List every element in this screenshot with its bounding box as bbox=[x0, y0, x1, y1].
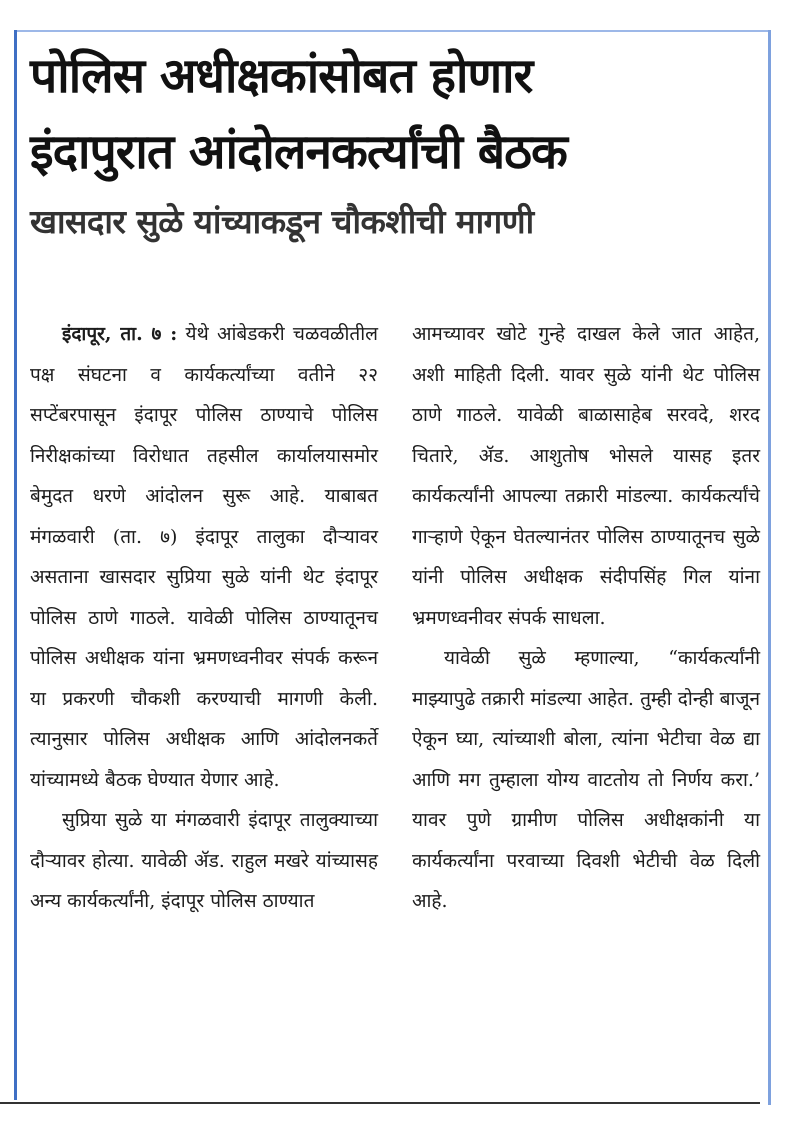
news-article bbox=[30, 38, 760, 912]
top-border-rule bbox=[14, 30, 771, 32]
paragraph-1 bbox=[30, 314, 378, 800]
paragraph-4: यावेळी सुळे म्हणाल्या, “कार्यकर्त्यांनी माझ्यापुढे तक्रारी मांडल्या आहेत. तुम्ही दोन्ही बाजून ऐकून घ्या, त्यांच्याशी बोला, त्यांना भेटीचा वेळ द्या आणि मग तुम्हाला योग्य वाटतोय तो निर्णय करा.’ यावर पुणे ग्रामीण पोलिस अधीक्षकांनी या कार्यकर्त्यांना परवाच्या दिवशी भेटीची वेळ दिली आहे. bbox=[412, 647, 760, 912]
paragraph-3: आमच्यावर खोटे गुन्हे दाखल केले जात आहेत, अशी माहिती दिली. यावर सुळे यांनी थेट पोलिस ठाणे गाठले. यावेळी बाळासाहेब सरवदे, शरद चितारे, ॲड. आशुतोष भोसले यासह इतर कार्यकर्त्यांनी आपल्या तक्रारी मांडल्या. कार्यकर्त्यांचे गाऱ्हाणे ऐकून घेतल्यानंतर पोलिस ठाण्यातूनच सुळे यांनी पोलिस अधीक्षक संदीपसिंह गिल यांना भ्रमणध्वनीवर संपर्क साधला. bbox=[412, 323, 760, 629]
subheadline: खासदार सुळे यांच्याकडून चौकशीची मागणी bbox=[30, 202, 534, 241]
headline-line-1: पोलिस अधीक्षकांसोबत होणार bbox=[30, 48, 533, 104]
dateline: इंदापूर, ता. ७ : bbox=[62, 323, 178, 345]
headline bbox=[30, 38, 760, 190]
right-border-rule bbox=[768, 30, 771, 1105]
paragraph-1-text: येथे आंबेडकरी चळवळीतील पक्ष संघटना व कार्यकर्त्यांच्या वतीने २२ सप्टेंबरपासून इंदापूर पोलिस ठाण्याचे पोलिस निरीक्षकांच्या विरोधात तहसील कार्यालयासमोर बेमुदत धरणे आंदोलन सुरू आहे. याबाबत मंगळवारी (ता. ७) इंदापूर तालुका दौऱ्यावर असताना खासदार सुप्रिया सुळे यांनी थेट इंदापूर पोलिस ठाणे गाठले. यावेळी पोलिस ठाण्यातूनच पोलिस अधीक्षक यांना भ्रमणध्वनीवर संपर्क करून या प्रकरणी चौकशी करण्याची मागणी केली. त्यानुसार पोलिस अधीक्षक आणि आंदोलनकर्ते यांच्यामध्ये बैठक घेण्यात येणार आहे. bbox=[30, 323, 378, 791]
paragraph-2: सुप्रिया सुळे या मंगळवारी इंदापूर तालुक्याच्या दौऱ्यावर होत्या. यावेळी ॲड. राहुल मखरे यांच्यासह अन्य कार्यकर्त्यांनी, इंदापूर पोलिस ठाण्यात bbox=[30, 809, 378, 912]
column-left bbox=[30, 314, 378, 922]
bottom-border-rule bbox=[0, 1102, 760, 1104]
left-border-rule bbox=[14, 30, 17, 1100]
headline-line-2: इंदापुरात आंदोलनकर्त्यांची बैठक bbox=[30, 124, 567, 180]
column-right bbox=[412, 314, 760, 922]
article-body bbox=[30, 314, 760, 922]
